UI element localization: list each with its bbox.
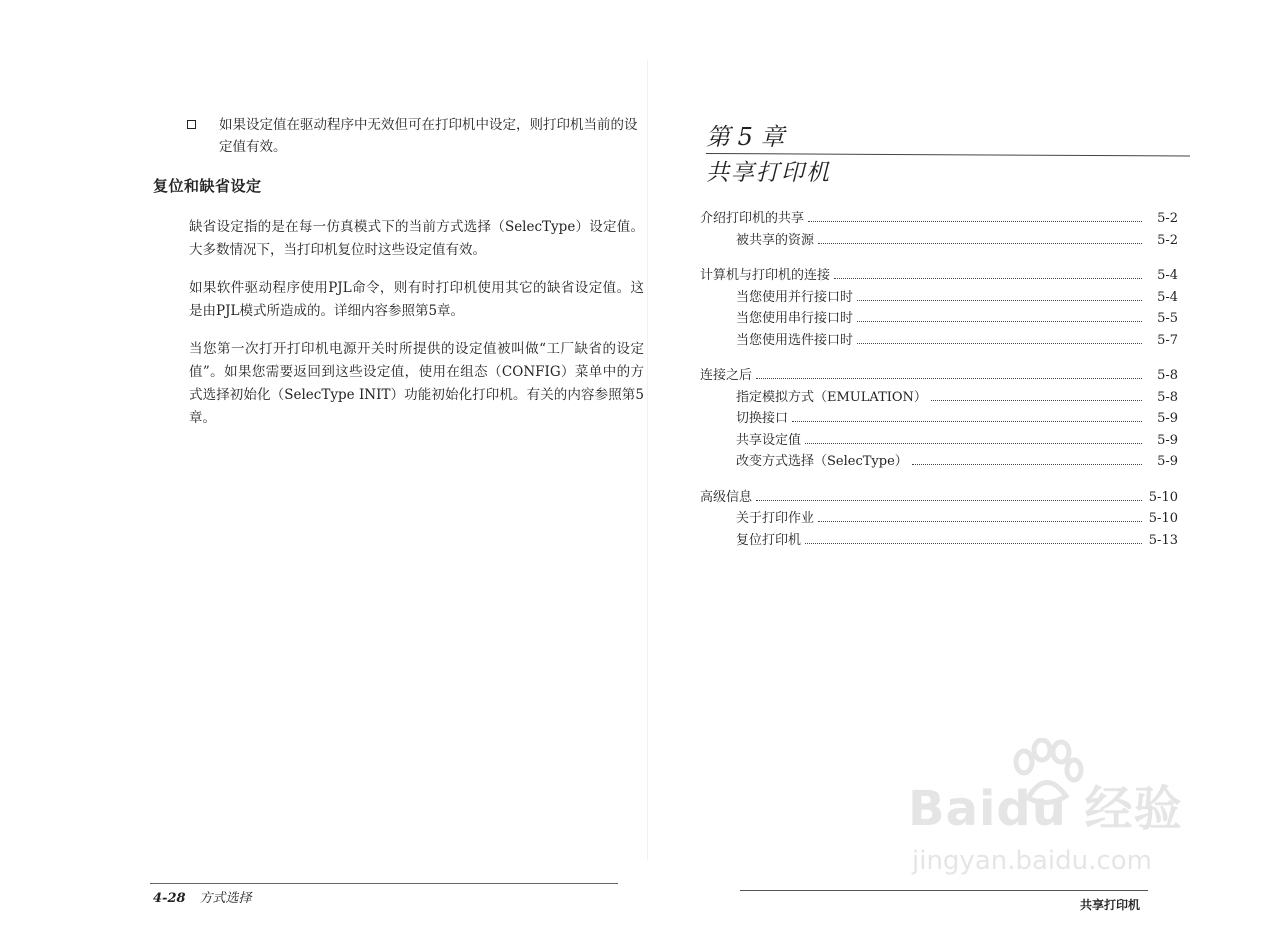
footer-rule	[740, 890, 1148, 891]
toc-leader-dots	[756, 500, 1142, 501]
toc-leader-dots	[834, 278, 1142, 279]
toc-entry-label: 计算机与打印机的连接	[700, 268, 831, 283]
toc-entry	[700, 207, 1178, 229]
toc-entry-label: 被共享的资源	[736, 232, 815, 248]
bullet-item	[187, 114, 647, 158]
toc-entry	[700, 486, 1178, 508]
toc-entry-label: 切换接口	[736, 411, 789, 426]
toc-entry-page: 5-8	[1157, 368, 1178, 383]
chapter-title: 共享打印机	[706, 160, 831, 186]
toc-entry-page: 5-9	[1157, 454, 1178, 469]
toc-leader-dots	[912, 464, 1142, 465]
toc-entry	[700, 329, 1178, 351]
toc-entry	[700, 450, 1178, 472]
toc-entry-page: 5-10	[1148, 511, 1178, 526]
toc-entry-page: 5-2	[1157, 232, 1178, 248]
toc-entry-page: 5-2	[1157, 211, 1178, 226]
section-heading: 复位和缺省设定	[153, 177, 262, 195]
toc-entry	[700, 229, 1178, 251]
footer-rule	[150, 883, 618, 884]
toc-entry-label: 连接之后	[700, 368, 753, 383]
page-footer	[153, 887, 252, 906]
toc-group	[700, 486, 1178, 551]
toc-entry-page: 5-4	[1157, 268, 1178, 283]
toc-leader-dots	[857, 300, 1142, 301]
bullet-text: 如果设定值在驱动程序中无效但可在打印机中设定，则打印机当前的设定值有效。	[219, 117, 638, 155]
chapter-number: 第 5 章	[706, 123, 785, 151]
paragraph: 缺省设定指的是在每一仿真模式下的当前方式选择（SelecType）设定值。大多数情况下，当打印机复位时这些设定值有效。	[189, 219, 644, 258]
paragraph: 当您第一次打开打印机电源开关时所提供的设定值被叫做“工厂缺省的设定值”。如果您需要返回到这些设定值，使用在组态（CONFIG）菜单中的方式选择初始化（SelecType INIT）功能初始化打印机。有关的内容参照第5章。	[189, 341, 644, 426]
toc-entry	[700, 507, 1178, 529]
toc-entry	[700, 286, 1178, 308]
toc-entry-label: 共享设定值	[736, 432, 802, 448]
toc-group	[700, 207, 1178, 250]
toc-leader-dots	[805, 543, 1142, 544]
toc-entry	[700, 386, 1178, 408]
toc-leader-dots	[857, 321, 1142, 322]
footer-title: 方式选择	[199, 891, 252, 906]
footer-title: 共享打印机	[1080, 898, 1141, 912]
toc-entry-label: 当您使用选件接口时	[736, 332, 854, 348]
toc-entry-page: 5-13	[1148, 532, 1178, 548]
toc-entry	[700, 264, 1178, 286]
toc-group	[700, 264, 1178, 350]
checkbox-bullet-icon	[187, 120, 196, 129]
page-number: 4-28	[153, 891, 186, 906]
toc-leader-dots	[792, 421, 1142, 422]
toc-leader-dots	[818, 521, 1142, 522]
toc-leader-dots	[931, 400, 1142, 401]
toc-entry-page: 5-9	[1157, 411, 1178, 426]
toc-entry-label: 当您使用串行接口时	[736, 311, 854, 326]
toc-entry-label: 指定模拟方式（EMULATION）	[736, 389, 927, 405]
toc-entry-page: 5-7	[1157, 332, 1178, 348]
table-of-contents	[700, 207, 1178, 564]
toc-leader-dots	[857, 343, 1142, 344]
page-gutter	[647, 60, 648, 860]
toc-entry-page: 5-4	[1157, 289, 1178, 305]
toc-entry-label: 高级信息	[700, 489, 753, 505]
toc-entry	[700, 429, 1178, 451]
toc-group	[700, 364, 1178, 472]
watermark-url: jingyan.baidu.com	[912, 846, 1152, 876]
toc-entry-page: 5-10	[1148, 489, 1178, 505]
paragraph: 如果软件驱动程序使用PJL命令，则有时打印机使用其它的缺省设定值。这是由PJL模式所造成的。详细内容参照第5章。	[189, 280, 644, 319]
toc-entry-label: 改变方式选择（SelecType）	[736, 454, 908, 469]
toc-entry-label: 介绍打印机的共享	[700, 211, 805, 226]
toc-entry	[700, 307, 1178, 329]
toc-leader-dots	[818, 243, 1142, 244]
toc-entry	[700, 364, 1178, 386]
watermark	[908, 738, 1208, 888]
toc-entry-page: 5-5	[1157, 311, 1178, 326]
toc-entry-label: 复位打印机	[736, 532, 802, 548]
watermark-brand: Baidu 经验	[908, 781, 1183, 837]
toc-leader-dots	[805, 443, 1142, 444]
toc-entry	[700, 407, 1178, 429]
toc-leader-dots	[808, 221, 1142, 222]
toc-entry	[700, 529, 1178, 551]
toc-leader-dots	[756, 378, 1142, 379]
toc-entry-page: 5-9	[1157, 432, 1178, 448]
toc-entry-label: 关于打印作业	[736, 511, 815, 526]
toc-entry-label: 当您使用并行接口时	[736, 289, 854, 305]
toc-entry-page: 5-8	[1157, 389, 1178, 405]
